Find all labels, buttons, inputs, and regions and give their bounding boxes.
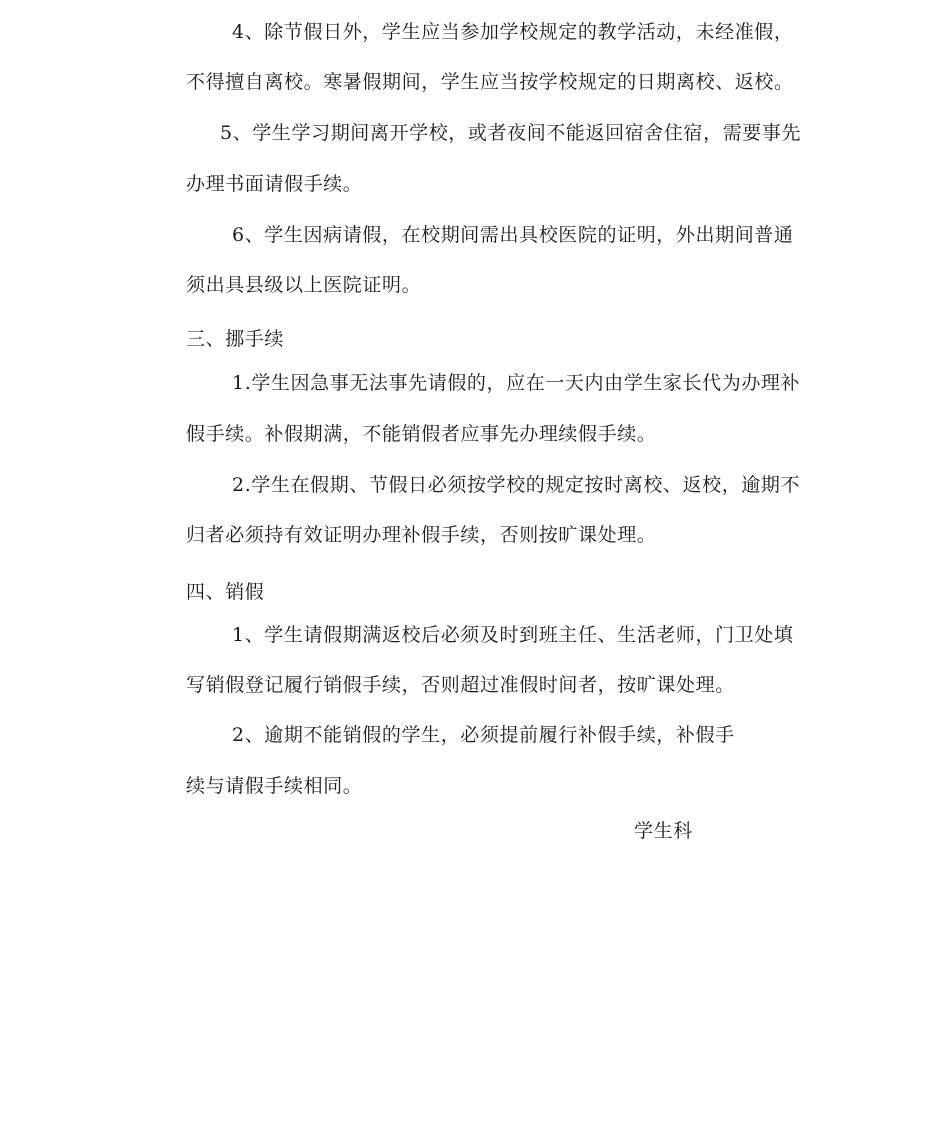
paragraph-5-line-2: 办理书面请假手续。 <box>186 173 363 195</box>
section-3-item-2-line-1: 2.学生在假期、节假日必须按学校的规定按时离校、返校，逾期不 <box>232 474 801 496</box>
section-3-heading: 三、挪手续 <box>186 328 285 350</box>
section-4-item-2-line-2: 续与请假手续相同。 <box>186 775 363 797</box>
paragraph-6-line-2: 须出具县级以上医院证明。 <box>186 274 422 296</box>
paragraph-4-line-1: 4、除节假日外，学生应当参加学校规定的教学活动，未经准假， <box>232 21 794 43</box>
paragraph-6-line-1: 6、学生因病请假，在校期间需出具校医院的证明，外出期间普通 <box>232 224 794 246</box>
paragraph-5-line-1: 5、学生学习期间离开学校，或者夜间不能返回宿舍住宿，需要事先 <box>220 122 802 144</box>
section-4-item-1-line-2: 写销假登记履行销假手续，否则超过准假时间者，按旷课处理。 <box>186 674 735 696</box>
section-4-heading: 四、销假 <box>186 581 265 603</box>
section-3-item-2-line-2: 归者必须持有效证明办理补假手续，否则按旷课处理。 <box>186 524 657 546</box>
section-3-item-1-line-1: 1.学生因急事无法事先请假的，应在一天内由学生家长代为办理补 <box>232 372 801 394</box>
signature-department: 学生科 <box>634 820 693 842</box>
section-4-item-2-line-1: 2、逾期不能销假的学生，必须提前履行补假手续，补假手 <box>232 724 735 746</box>
section-3-item-1-line-2: 假手续。补假期满，不能销假者应事先办理续假手续。 <box>186 423 657 445</box>
section-4-item-1-line-1: 1、学生请假期满返校后必须及时到班主任、生活老师，门卫处填 <box>232 624 794 646</box>
paragraph-4-line-2: 不得擅自离校。寒暑假期间，学生应当按学校规定的日期离校、返校。 <box>186 71 794 93</box>
